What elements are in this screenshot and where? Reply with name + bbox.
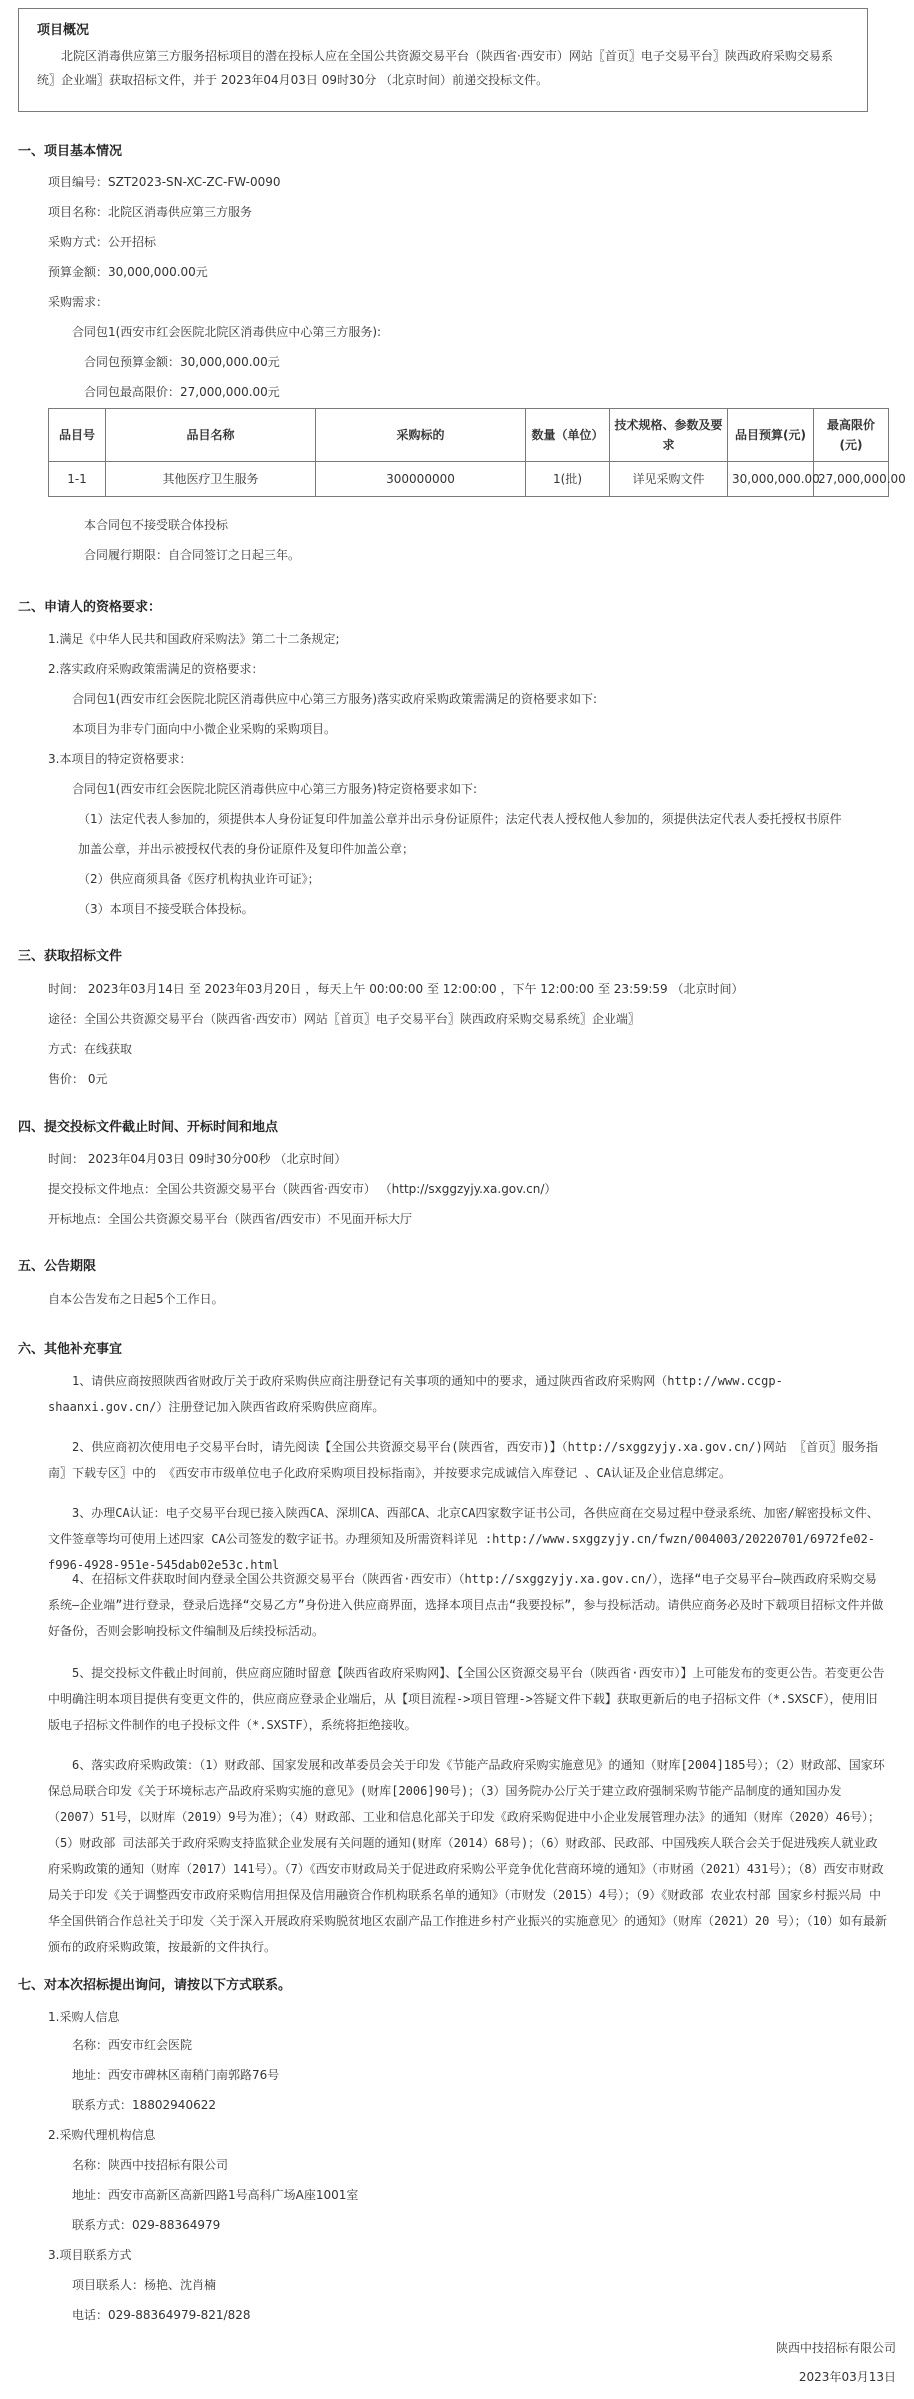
purchase-demand: 采购需求： <box>48 295 109 309</box>
supplement-item-6: 6、落实政府采购政策：（1）财政部、国家发展和改革委员会关于印发《节能产品政府采购实施意见》的通知（财库[2004]185号）；（2）财政部、国家环保总局联合印发《关于环境标志产品政府采购实施的意见》(财库[2006]90号)；（3）国务院办公厅关于建立政府强制采购节能产品制度的通知国办发（2007）51号，以财库（2019）9号为准）；（4）财政部、工业和信息化部关于印发《政府采购促进中小企业发展管理办法》的通知（财库（2020）46号）；（5）财政部 司法部关于政府采购支持监狱企业发展有关问题的通知(财库（2014）68号)；（6）财政部、民政部、中国残疾人联合会关于促进残疾人就业政府采购政策的通知（财库（2017）141号）。（7）《西安市财政局关于促进政府采购公平竞争优化营商环境的通知》（市财函（2021）431号）；（8）西安市财政局关于印发《关于调整西安市政府采购信用担保及信用融资合作机构联系名单的通知》（市财发（2015）4号）；（9）《财政部 农业农村部 国家乡村振兴局 中华全国供销合作总社关于印发〈关于深入开展政府采购脱贫地区农副产品工作推进乡村产业振兴的实施意见〉的通知》（财库（2021）20 号）；（10）如有最新颁布的政府采购政策，按最新的文件执行。 <box>48 1758 888 1954</box>
supplement-item-1: 1、请供应商按照陕西省财政厅关于政府采购供应商注册登记有关事项的通知中的要求，通过陕西省政府采购网（http://www.ccgp-shaanxi.gov.cn/）注册登记加入陕西省政府采购供应商库。 <box>48 1374 783 1414</box>
qualification-3-package: 合同包1(西安市红会医院北院区消毒供应中心第三方服务)特定资格要求如下: <box>72 782 478 796</box>
overview-title: 项目概况 <box>37 23 90 38</box>
section-7-title: 七、对本次招标提出询问，请按以下方式联系。 <box>18 1978 292 1993</box>
notice-period: 自本公告发布之日起5个工作日。 <box>48 1292 224 1306</box>
table-header: 品目预算(元) <box>728 409 814 462</box>
table-header: 数量（单位） <box>526 409 610 462</box>
table-row <box>49 462 889 497</box>
agent-name: 名称：陕西中技招标有限公司 <box>72 2158 229 2172</box>
package-budget: 合同包预算金额：30,000,000.00元 <box>84 355 280 369</box>
opening-location: 开标地点：全国公共资源交易平台（陕西省/西安市）不见面开标大厅 <box>48 1212 413 1226</box>
overview-text: 北院区消毒供应第三方服务招标项目的潜在投标人应在全国公共资源交易平台（陕西省·西安市）网站〖首页〗电子交易平台〗陕西政府采购交易系统〗企业端〗获取招标文件，并于 2023年04月03日 09时30分 （北京时间）前递交投标文件。 <box>37 49 833 87</box>
buyer-address: 地址：西安市碑林区南稍门南郭路76号 <box>72 2068 280 2082</box>
section-3-title: 三、获取招标文件 <box>18 949 123 964</box>
supplement-item-2: 2、供应商初次使用电子交易平台时，请先阅读【全国公共资源交易平台(陕西省，西安市)】（http://sxggzyjy.xa.gov.cn/)网站 〖首页〗服务指南〗下载专区〗中的 《西安市市级单位电子化政府采购项目投标指南》，并按要求完成诚信入库登记 、CA认证及企业信息绑定。 <box>48 1440 878 1480</box>
supplement-item-3: 3、办理CA认证：电子交易平台现已接入陕西CA、深圳CA、西部CA、北京CA四家数字证书公司，各供应商在交易过程中登录系统、加密/解密投标文件、文件签章等均可使用上述四家 CA公司签发的数字证书。办理须知及所需资料详见 :http://www.sxggzyjy.cn/fwzn/004003/20220701/6972fe02-f996-4928-951e-545dab02e53c.html <box>48 1506 879 1572</box>
no-consortium: 本合同包不接受联合体投标 <box>84 518 229 532</box>
buyer-heading: 1.采购人信息 <box>48 2010 120 2024</box>
qualification-2-package: 合同包1(西安市红会医院北院区消毒供应中心第三方服务)落实政府采购政策需满足的资格要求如下: <box>72 692 598 706</box>
obtain-time: 时间： 2023年03月14日 至 2023年03月20日 ，每天上午 00:00:00 至 12:00:00 ，下午 12:00:00 至 23:59:59 （北京时间） <box>48 982 744 996</box>
section-6-title: 六、其他补充事宜 <box>18 1342 123 1357</box>
table-header-row <box>49 409 889 462</box>
section-4-title: 四、提交投标文件截止时间、开标时间和地点 <box>18 1120 279 1135</box>
contact-person: 项目联系人：杨艳、沈肖楠 <box>72 2278 217 2292</box>
deadline-time: 时间： 2023年04月03日 09时30分00秒 （北京时间） <box>48 1152 347 1166</box>
supplement-item-5: 5、提交投标文件截止时间前，供应商应随时留意【陕西省政府采购网】、【全国公区资源交易平台（陕西省·西安市）】上可能发布的变更公告。若变更公告中明确注明本项目提供有变更文件的，供应商应登录企业端后，从【项目流程->项目管理->答疑文件下载】获取更新后的电子招标文件（*.SXSCF），使用旧版电子招标文件制作的电子投标文件（*.SXSTF），系统将拒绝接收。 <box>48 1666 885 1732</box>
table-cell: 详见采购文件 <box>610 462 728 497</box>
table-cell: 其他医疗卫生服务 <box>106 462 316 497</box>
table-cell: 30,000,000.00 <box>728 462 814 497</box>
supplement-item-4: 4、在招标文件获取时间内登录全国公共资源交易平台（陕西省·西安市）（http://sxggzyjy.xa.gov.cn/），选择“电子交易平台—陕西政府采购交易系统—企业端”进行登录，登录后选择“交易乙方”身份进入供应商界面，选择本项目点击“我要投标”，参与投标活动。请供应商务必及时下载项目招标文件并做好备份，否则会影响投标文件编制及后续投标活动。 <box>48 1572 884 1638</box>
agent-address: 地址：西安市高新区高新四路1号高科广场A座1001室 <box>72 2188 359 2202</box>
qualification-3-item-3: （3）本项目不接受联合体投标。 <box>78 902 254 916</box>
items-table <box>48 408 906 497</box>
section-5-title: 五、公告期限 <box>18 1259 97 1274</box>
project-name: 项目名称：北院区消毒供应第三方服务 <box>48 205 253 219</box>
table-cell: 1-1 <box>49 462 106 497</box>
qualification-2-detail: 本项目为非专门面向中小微企业采购的采购项目。 <box>72 722 337 736</box>
qualification-3: 3.本项目的特定资格要求： <box>48 752 192 766</box>
table-header: 技术规格、参数及要求 <box>610 409 728 462</box>
project-number: 项目编号：SZT2023-SN-XC-ZC-FW-0090 <box>48 175 281 189</box>
contact-phone: 电话：029-88364979-821/828 <box>72 2308 251 2322</box>
obtain-mode: 方式：在线获取 <box>48 1042 133 1056</box>
obtain-way: 途径：全国公共资源交易平台（陕西省·西安市）网站〖首页〗电子交易平台〗陕西政府采购交易系统〗企业端〗 <box>48 1012 640 1026</box>
package-max-price: 合同包最高限价：27,000,000.00元 <box>84 385 280 399</box>
table-header: 采购标的 <box>316 409 526 462</box>
purchase-method: 采购方式：公开招标 <box>48 235 157 249</box>
table-cell: 1(批) <box>526 462 610 497</box>
table-header: 品目名称 <box>106 409 316 462</box>
overview-box <box>18 8 868 112</box>
qualification-3-item-1-cont: 加盖公章，并出示被授权代表的身份证原件及复印件加盖公章； <box>78 842 415 856</box>
obtain-price: 售价： 0元 <box>48 1072 108 1086</box>
qualification-3-item-2: （2）供应商须具备《医疗机构执业许可证》； <box>78 872 320 886</box>
submit-location: 提交投标文件地点：全国公共资源交易平台（陕西省·西安市） （http://sxggzyjy.xa.gov.cn/） <box>48 1182 557 1196</box>
buyer-phone: 联系方式：18802940622 <box>72 2098 216 2112</box>
table-cell: 27,000,000.00 <box>814 462 889 497</box>
signature-date: 2023年03月13日 <box>798 2370 896 2384</box>
agent-phone: 联系方式：029-88364979 <box>72 2218 221 2232</box>
table-cell: 300000000 <box>316 462 526 497</box>
contract-package: 合同包1(西安市红会医院北院区消毒供应中心第三方服务): <box>72 325 382 339</box>
qualification-2: 2.落实政府采购政策需满足的资格要求： <box>48 662 264 676</box>
qualification-3-item-1: （1）法定代表人参加的，须提供本人身份证复印件加盖公章并出示身份证原件；法定代表人授权他人参加的，须提供法定代表人委托授权书原件 <box>78 812 842 826</box>
qualification-1: 1.满足《中华人民共和国政府采购法》第二十二条规定; <box>48 632 340 646</box>
table-header: 最高限价(元) <box>814 409 889 462</box>
table-header: 品目号 <box>49 409 106 462</box>
signature-org: 陕西中技招标有限公司 <box>775 2341 896 2355</box>
contact-heading: 3.项目联系方式 <box>48 2248 132 2262</box>
contract-period: 合同履行期限：自合同签订之日起三年。 <box>84 548 301 562</box>
agent-heading: 2.采购代理机构信息 <box>48 2128 156 2142</box>
budget-amount: 预算金额：30,000,000.00元 <box>48 265 208 279</box>
section-2-title: 二、申请人的资格要求： <box>18 600 162 615</box>
section-1-title: 一、项目基本情况 <box>18 144 123 159</box>
buyer-name: 名称：西安市红会医院 <box>72 2038 193 2052</box>
